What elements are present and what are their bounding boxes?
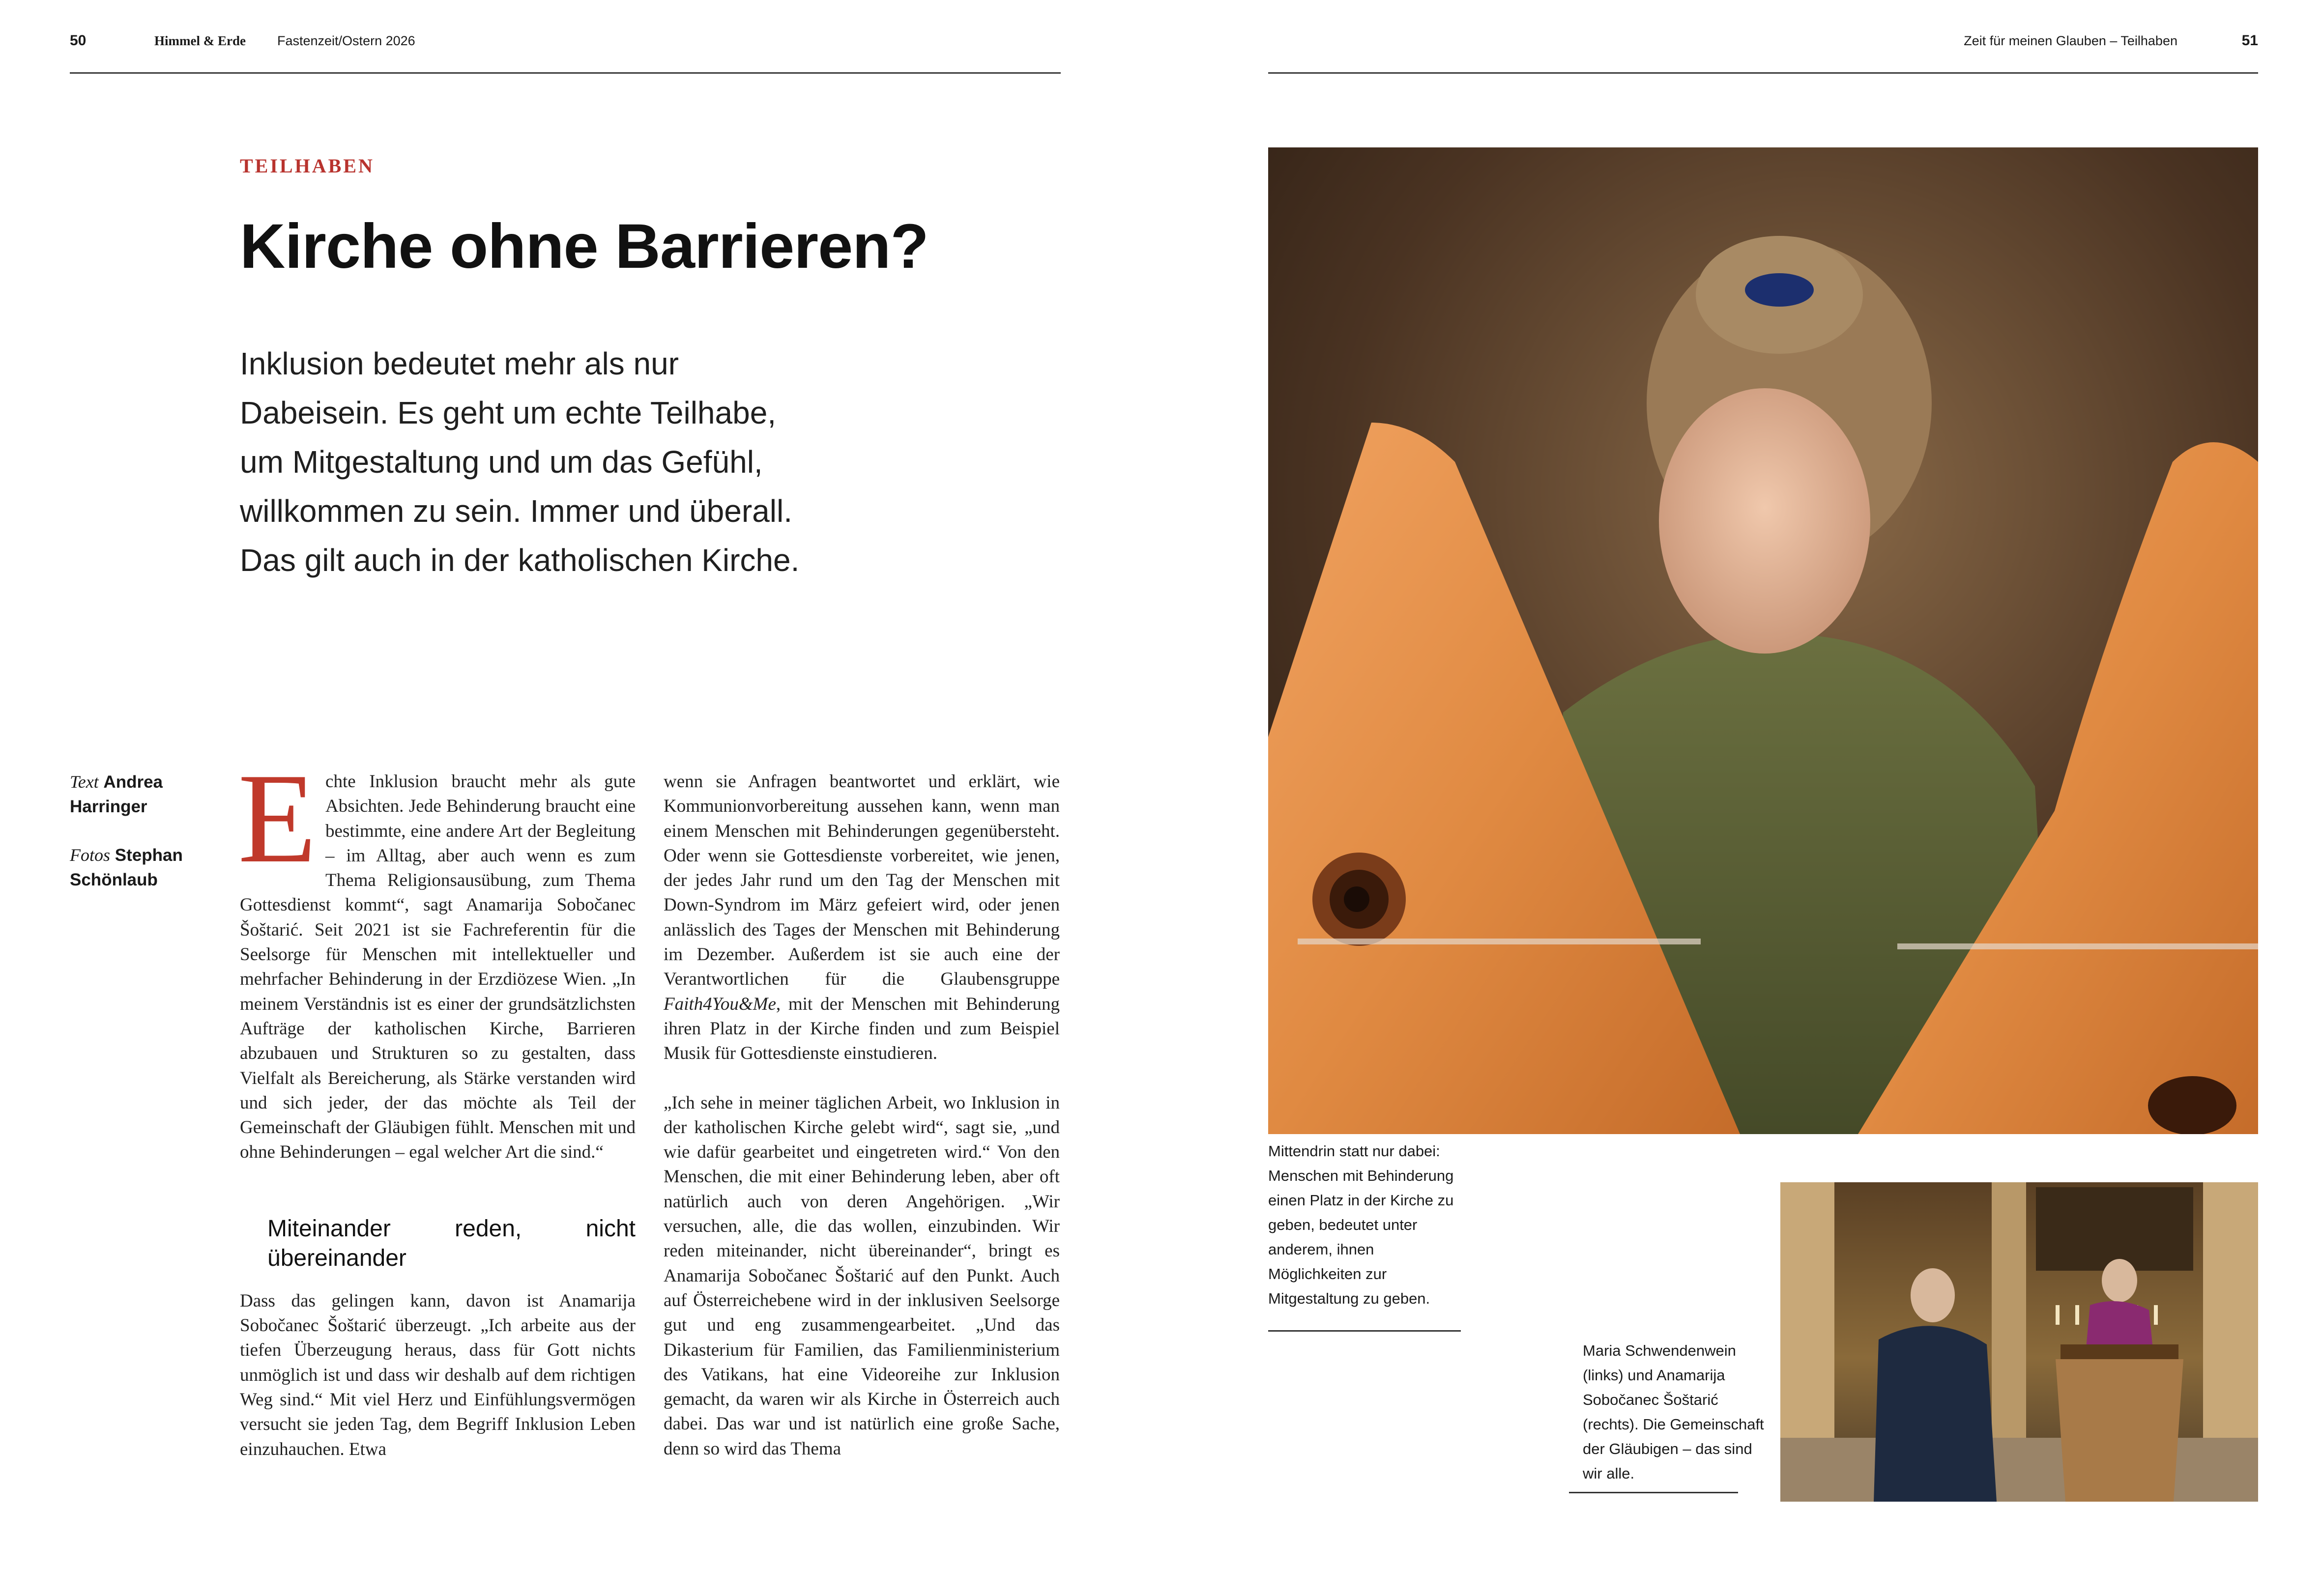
photo1-caption: Mittendrin statt nur dabei: Menschen mit Behinderung einen Platz in der Kirche zu geben, bedeutet unter anderem, ihnen Möglichkeiten zur Mitgestaltung zu geben. xyxy=(1268,1142,1454,1307)
harp-photo xyxy=(1268,147,2258,1134)
article-kicker: TEILHABEN xyxy=(240,155,375,177)
body-column-1 xyxy=(238,747,636,1462)
photo2-caption: Maria Schwendenwein (links) und Anamarija Sobočanec Šoštarić (rechts). Die Gemeinschaft der Gläubigen – das sind wir alle. xyxy=(1583,1342,1764,1482)
paragraph-3 xyxy=(664,770,1060,1066)
article-lead: Inklusion bedeutet mehr als nur Dabeisein. Es geht um echte Teilhabe, um Mitgestaltung und um das Gefühl, willkommen zu sein. Immer und überall. Das gilt auch in der katholischen Kirche. xyxy=(240,346,800,578)
paragraph-4: „Ich sehe in meiner täglichen Arbeit, wo Inklusion in der katholischen Kirche gelebt wird“, sagt sie, „und wie dafür gearbeitet und eingetreten wird.“ Von den Menschen, die mit einer Behinderung leben, aber oft natürlich auch von deren Angehörigen. „Wir versuchen, alle, die das wollen, einzubinden. Wir reden miteinander, nicht übereinander“, bringt es Anamarija Sobočanec Šoštarić auf den Punkt. Auch auf Österreichebene wird in der inklusiven Seelsorge gut und eng zusammengearbeitet. „Und das Dikasterium für Familien, das Familienministerium des Vatikans, hat eine Videoreihe zur Inklusion gemacht, da waren wir als Kirche in Österreich auch dabei. Das war und ist natürlich eine große Sache, denn so wird das Thema xyxy=(664,1092,1060,1459)
body-column-2 xyxy=(664,770,1060,1461)
paragraph-3-text-a: wenn sie Anfragen beantwortet und erklärt, wie Kommunionvorbereitung aussehen kann, wenn man einem Menschen mit Behinderungen gegenübersteht. Oder wenn sie Gottesdienste vorbereitet, wie jenen, der jedes Jahr rund um den Tag der Menschen mit Down-Syndrom im März gefeiert wird, oder jenen anlässlich des Tages der Menschen mit Behinderung im Dezember. Außerdem ist sie auch eine der Verantwortlichen für die Glaubensgruppe xyxy=(664,771,1060,990)
article-subhead: Miteinander reden, nicht übereinander xyxy=(267,1215,636,1271)
text-credit-author: Andrea Harringer xyxy=(70,772,163,816)
paragraph-intro xyxy=(238,747,636,1165)
paragraph-3-text-b: , mit der Menschen mit Behinderung ihren Platz in der Kirche finden und zum Beispiel Musik für Gottesdienste einstudieren. xyxy=(664,994,1060,1064)
section-title: Zeit für meinen Glauben – Teilhaben xyxy=(1964,33,2177,48)
article-headline: Kirche ohne Barrieren? xyxy=(240,211,929,282)
group-name: Faith4You&Me xyxy=(664,994,776,1014)
paragraph-2: Dass das gelingen kann, davon ist Anamarija Sobočanec Šoštarić überzeugt. „Ich arbeite aus der tiefen Überzeugung heraus, dass für Gott nichts unmöglich ist und dass wir deshalb auf dem richtigen Weg sind.“ Mit viel Herz und Einfühlungsvermögen versucht sie jeden Tag, dem Begriff Inklusion Leben einzuhauchen. Etwa xyxy=(240,1290,636,1459)
header-rule-right xyxy=(1268,72,2258,74)
page-number-right: 51 xyxy=(2241,32,2258,49)
caption-rule-1 xyxy=(1268,1330,1461,1332)
photo-credit-role: Fotos xyxy=(70,845,111,865)
caption-rule-2 xyxy=(1569,1492,1738,1493)
text-credit-role: Text xyxy=(70,772,99,792)
article-credits xyxy=(70,770,217,916)
page-number-left: 50 xyxy=(70,32,87,49)
photo-credit-author: Stephan Schönlaub xyxy=(70,846,183,889)
church-photo xyxy=(1780,1182,2258,1502)
magazine-name: Himmel & Erde xyxy=(154,33,246,48)
paragraph-intro-text: chte Inklusion braucht mehr als gute Absichten. Jede Behinderung braucht eine bestimmte, eine andere Art der Begleitung – im Alltag, aber auch wenn es zum Thema Religionsausübung, zum Thema Gottesdienst kommt“, sagt Anamarija Sobočanec Šoštarić. Seit 2021 ist sie Fachreferentin für die Seelsorge für Menschen mit intellektueller und mehrfacher Behinderung in der Erzdiözese Wien. „In meinem Verständnis ist es einer der grundsätzlichsten Aufträge der katholischen Kirche, Barrieren abzubauen und Strukturen so zu gestalten, dass Vielfalt als Bereicherung, als Stärke verstanden wird und sich jeder, der das möchte als Teil der Gemeinschaft der Gläubigen fühlt. Menschen mit und ohne Behinderungen – egal welcher Art die sind.“ xyxy=(240,771,636,1163)
header-rule-left xyxy=(70,72,1061,74)
drop-cap: E xyxy=(238,747,317,889)
issue-label: Fastenzeit/Ostern 2026 xyxy=(277,33,415,48)
